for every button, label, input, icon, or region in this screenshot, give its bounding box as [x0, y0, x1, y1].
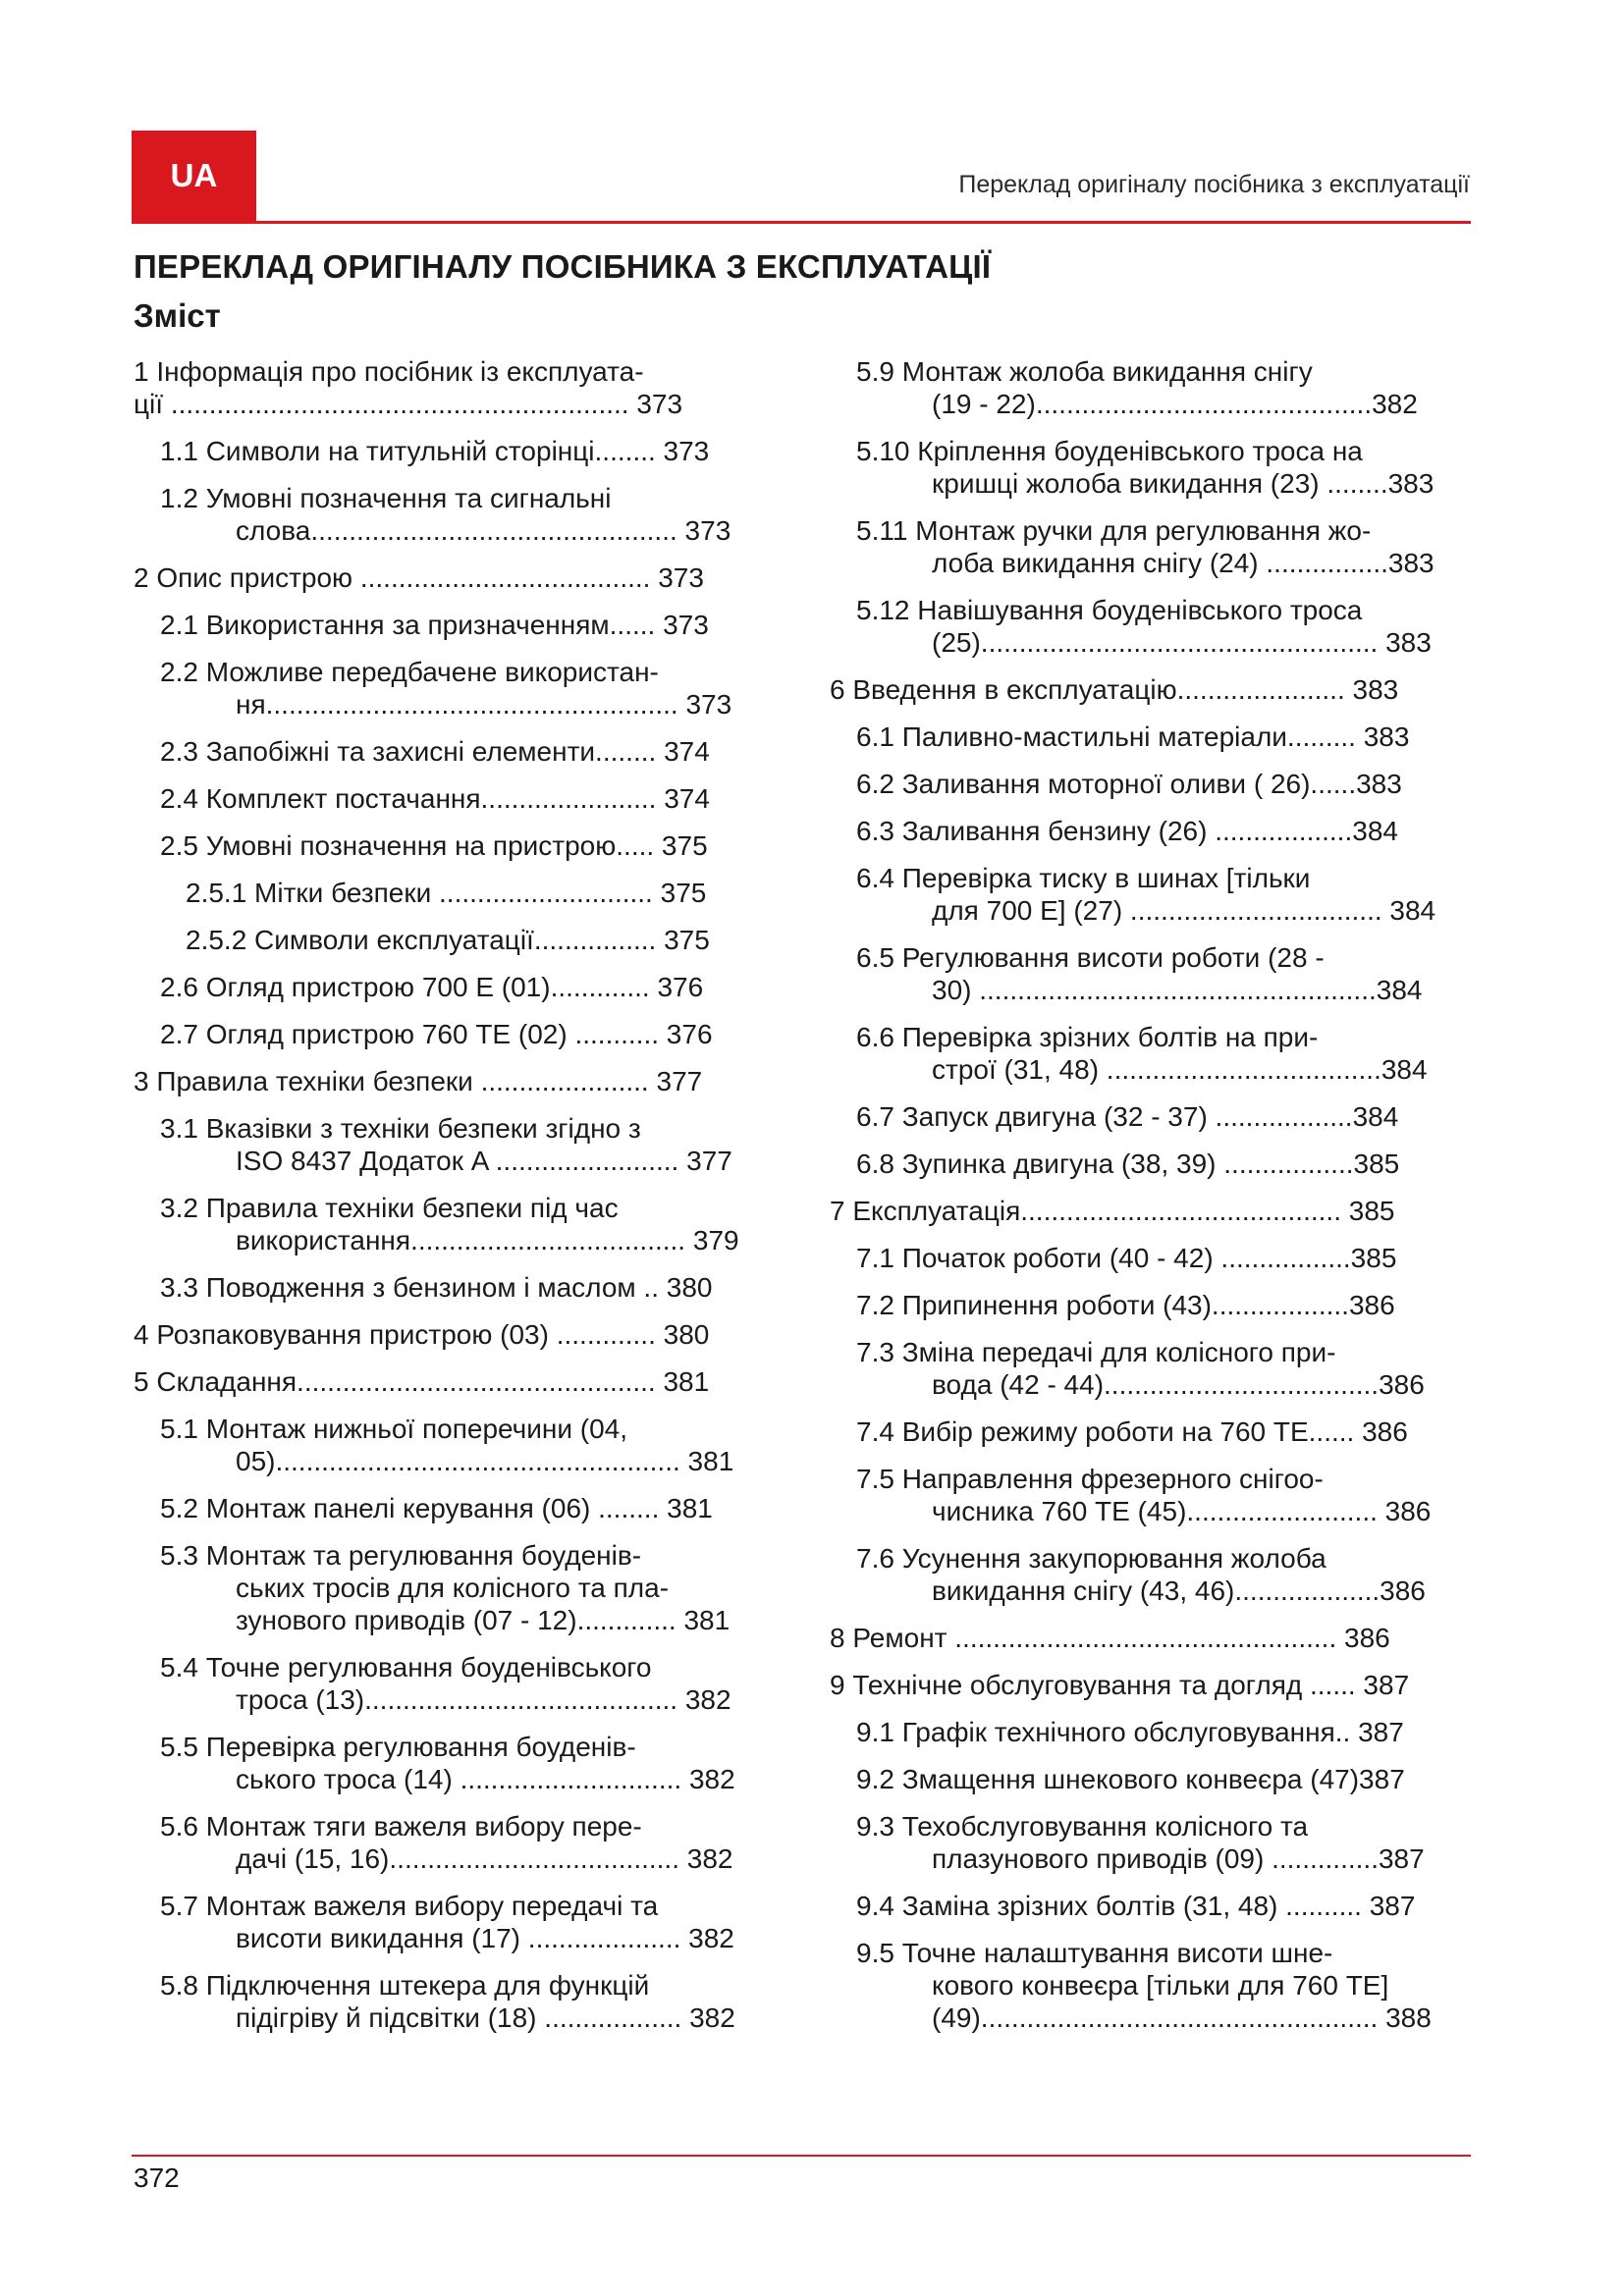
- toc-entry-line: 2.3 Запобіжні та захисні елементи........ 374: [160, 736, 710, 767]
- toc-entry[interactable]: [856, 1242, 1443, 1274]
- toc-entry-continuation: кового конвеєра [тільки для 760 TE]: [932, 1970, 1389, 2001]
- toc-entry-line: 9 Технічне обслуговування та догляд ...... 387: [830, 1670, 1410, 1700]
- toc-entry-continuation: вода (42 - 44)....................................386: [932, 1369, 1425, 1400]
- toc-entry-line: 2.6 Огляд пристрою 700 E (01)............. 376: [160, 972, 704, 1002]
- toc-entry-line: 5.7 Монтаж важеля вибору передачі та: [160, 1891, 659, 1921]
- toc-entry-continuation: слова................................................ 373: [236, 515, 731, 546]
- toc-entry-continuation: для 700 E] (27) ................................. 384: [932, 895, 1436, 926]
- page-title: ПЕРЕКЛАД ОРИГІНАЛУ ПОСІБНИКА З ЕКСПЛУАТАЦІЇ: [134, 248, 992, 285]
- toc-entry-line: 6.2 Заливання моторної оливи ( 26)......383: [856, 769, 1402, 799]
- toc-entry-line: 7.3 Зміна передачі для колісного при-: [856, 1337, 1336, 1367]
- toc-entry[interactable]: [856, 355, 1443, 420]
- toc-entry[interactable]: [134, 561, 780, 594]
- toc-entry-line: 6.3 Заливання бензину (26) ..................384: [856, 816, 1398, 846]
- toc-entry-line: 7.1 Початок роботи (40 - 42) .................385: [856, 1243, 1397, 1273]
- toc-right-column: [830, 355, 1443, 2049]
- toc-entry-continuation: (25).................................................... 383: [932, 627, 1432, 658]
- toc-left-column: [134, 355, 780, 2049]
- toc-entry[interactable]: [856, 514, 1443, 579]
- footer-divider: [132, 2155, 1471, 2157]
- toc-entry-line: 1 Інформація про посібник із експлуата-: [134, 356, 644, 387]
- toc-entry[interactable]: [856, 862, 1443, 927]
- toc-entry[interactable]: [160, 1539, 780, 1636]
- toc-entry-line: 6.5 Регулювання висоти роботи (28 -: [856, 942, 1325, 973]
- toc-entry-line: 7.5 Направлення фрезерного снігоо-: [856, 1464, 1324, 1494]
- toc-entry[interactable]: [160, 656, 780, 721]
- toc-entry[interactable]: [856, 1463, 1443, 1527]
- toc-entry[interactable]: [186, 924, 780, 956]
- toc-entry-line: 3.3 Поводження з бензином і маслом .. 380: [160, 1272, 713, 1303]
- toc-entry-continuation: чисника 760 TE (45)......................... 386: [932, 1496, 1432, 1526]
- toc-entry-continuation: лоба викидання снігу (24) ................383: [932, 548, 1435, 578]
- toc-entry-continuation: кришці жолоба викидання (23) ........383: [932, 468, 1435, 499]
- toc-entry-line: 2.5 Умовні позначення на пристрою..... 375: [160, 830, 708, 861]
- toc-entry-line: 8 Ремонт .................................................. 386: [830, 1623, 1390, 1653]
- toc-entry[interactable]: [160, 435, 780, 467]
- toc-entry-continuation: дачі (15, 16)...................................... 382: [236, 1843, 733, 1874]
- toc-entry-line: 5.10 Кріплення боуденівського троса на: [856, 436, 1363, 466]
- header-divider: [132, 221, 1471, 224]
- toc-entry-continuation: зунового приводів (07 - 12)............. 381: [236, 1605, 731, 1635]
- toc-entry[interactable]: [134, 355, 780, 420]
- toc-entry-line: 5.3 Монтаж та регулювання боуденів-: [160, 1540, 642, 1571]
- toc-entry[interactable]: [160, 1413, 780, 1477]
- toc-entry-continuation: строї (31, 48) ....................................384: [932, 1054, 1428, 1085]
- toc-entry-line: 5.11 Монтаж ручки для регулювання жо-: [856, 515, 1372, 546]
- toc-entry[interactable]: [856, 1890, 1443, 1922]
- toc-entry-line: 5.1 Монтаж нижньої поперечини (04,: [160, 1414, 628, 1444]
- toc-entry-line: 9.1 Графік технічного обслуговування.. 387: [856, 1717, 1404, 1747]
- toc-entry[interactable]: [830, 1669, 1443, 1701]
- toc-entry-line: 2.5.2 Символи експлуатації................ 375: [186, 925, 710, 955]
- toc-entry[interactable]: [830, 673, 1443, 706]
- toc-entry-continuation: ня...................................................... 373: [236, 689, 732, 720]
- toc-entry-line: 6.7 Запуск двигуна (32 - 37) ..................384: [856, 1101, 1399, 1132]
- language-badge: UA: [132, 131, 256, 221]
- toc-entry-line: 5.6 Монтаж тяги важеля вибору пере-: [160, 1811, 642, 1842]
- toc-entry[interactable]: [160, 1969, 780, 2034]
- toc-entry-line: 6.4 Перевірка тиску в шинах [тільки: [856, 863, 1311, 893]
- toc-entry-continuation: 05)..................................................... 381: [236, 1446, 734, 1476]
- toc-entry[interactable]: [856, 1716, 1443, 1748]
- toc-entry-line: 7.4 Вибір режиму роботи на 760 TE...... 386: [856, 1416, 1408, 1447]
- toc-entry[interactable]: [160, 782, 780, 815]
- toc-entry[interactable]: [856, 1148, 1443, 1180]
- toc-entry[interactable]: [856, 1289, 1443, 1321]
- toc-entry[interactable]: [160, 1492, 780, 1524]
- toc-entry-line: 9.4 Заміна зрізних болтів (31, 48) .......... 387: [856, 1891, 1416, 1921]
- toc-entry-continuation: висоти викидання (17) .................... 382: [236, 1923, 734, 1953]
- toc-entry[interactable]: [856, 1763, 1443, 1795]
- toc-entry[interactable]: [856, 1100, 1443, 1133]
- toc-entry-continuation: ISO 8437 Додаток A ........................ 377: [236, 1146, 732, 1176]
- toc-entry[interactable]: [856, 1021, 1443, 1086]
- toc-entry-line: 9.2 Змащення шнекового конвеєра (47)387: [856, 1764, 1405, 1794]
- toc-entry[interactable]: [856, 768, 1443, 800]
- toc-entry-continuation: 30) ....................................................384: [932, 975, 1423, 1005]
- toc-entry[interactable]: [856, 1542, 1443, 1607]
- toc-entry[interactable]: [160, 829, 780, 862]
- toc-entry-line: 3.1 Вказівки з техніки безпеки згідно з: [160, 1113, 641, 1144]
- toc-entry[interactable]: [160, 1731, 780, 1795]
- toc-entry[interactable]: [160, 482, 780, 547]
- toc-entry[interactable]: [856, 941, 1443, 1006]
- toc-entry-line: 2.4 Комплект постачання....................... 374: [160, 783, 710, 814]
- toc-entry-continuation: (49).................................................... 388: [932, 2002, 1432, 2033]
- toc-entry-line: 6.1 Паливно-мастильні матеріали......... 383: [856, 721, 1410, 752]
- toc-entry-line: 5 Складання............................................... 381: [134, 1366, 710, 1397]
- toc-entry-line: 6 Введення в експлуатацію...................... 383: [830, 674, 1399, 705]
- toc-entry[interactable]: [186, 877, 780, 909]
- toc-entry[interactable]: [856, 594, 1443, 659]
- toc-entry-line: 5.5 Перевірка регулювання боуденів-: [160, 1732, 636, 1762]
- toc-entry-line: 4 Розпаковування пристрою (03) ............. 380: [134, 1319, 710, 1350]
- toc-entry[interactable]: [856, 815, 1443, 847]
- toc-entry[interactable]: [830, 1195, 1443, 1227]
- toc-entry-line: 9.3 Техобслуговування колісного та: [856, 1811, 1309, 1842]
- page-number: 372: [134, 2163, 180, 2193]
- toc-entry-line: 9.5 Точне налаштування висоти шне-: [856, 1938, 1333, 1968]
- toc-entry[interactable]: [856, 1336, 1443, 1401]
- toc-entry-continuation: ського троса (14) ............................. 382: [236, 1764, 735, 1794]
- toc-entry-line: 5.4 Точне регулювання боуденівського: [160, 1652, 652, 1682]
- toc-entry-continuation: троса (13)......................................... 382: [236, 1684, 731, 1715]
- toc-entry-line: 5.8 Підключення штекера для функцій: [160, 1970, 650, 2001]
- toc-entry-line: 1.1 Символи на титульній сторінці........ 373: [160, 436, 710, 466]
- toc-entry[interactable]: [856, 1810, 1443, 1875]
- toc-entry-line: 1.2 Умовні позначення та сигнальні: [160, 483, 612, 513]
- toc-entry[interactable]: [856, 721, 1443, 753]
- toc-entry[interactable]: [134, 1318, 780, 1351]
- toc-heading: Зміст: [134, 297, 221, 334]
- toc-entry-continuation: підігріву й підсвітки (18) .................. 382: [236, 2002, 735, 2033]
- toc-entry[interactable]: [830, 1622, 1443, 1654]
- toc-entry-continuation: ції ............................................................ 373: [134, 389, 683, 419]
- toc-entry[interactable]: [160, 971, 780, 1003]
- toc-entry[interactable]: [856, 1415, 1443, 1448]
- toc-entry[interactable]: [160, 1192, 780, 1256]
- toc-entry[interactable]: [160, 1651, 780, 1716]
- toc-entry-line: 6.8 Зупинка двигуна (38, 39) .................385: [856, 1148, 1400, 1179]
- toc-entry-line: 7 Експлуатація.......................................... 385: [830, 1196, 1395, 1226]
- toc-entry-line: 5.2 Монтаж панелі керування (06) ........ 381: [160, 1493, 713, 1523]
- toc-entry-line: 5.12 Навішування боуденівського троса: [856, 595, 1363, 625]
- toc-entry[interactable]: [160, 1018, 780, 1050]
- toc-entry-continuation: викидання снігу (43, 46)...................386: [932, 1575, 1426, 1606]
- toc-entry[interactable]: [134, 1365, 780, 1398]
- toc-entry[interactable]: [160, 1112, 780, 1177]
- toc-entry-line: 2 Опис пристрою ...................................... 373: [134, 562, 704, 593]
- toc-entry-line: 6.6 Перевірка зрізних болтів на при-: [856, 1022, 1319, 1052]
- toc-entry-line: 2.5.1 Мітки безпеки ............................ 375: [186, 878, 707, 908]
- toc-entry[interactable]: [856, 435, 1443, 500]
- toc-entry-continuation: (19 - 22)............................................382: [932, 389, 1418, 419]
- toc-entry-line: 5.9 Монтаж жолоба викидання снігу: [856, 356, 1313, 387]
- toc-entry-line: 2.2 Можливе передбачене використан-: [160, 657, 659, 687]
- toc-entry-continuation: використання.................................... 379: [236, 1225, 739, 1255]
- toc-entry-continuation: ських тросів для колісного та пла-: [236, 1573, 670, 1603]
- toc-entry-line: 7.6 Усунення закупорювання жолоба: [856, 1543, 1326, 1574]
- toc-entry-line: 3.2 Правила техніки безпеки під час: [160, 1193, 619, 1223]
- toc-entry-line: 2.1 Використання за призначенням...... 373: [160, 610, 709, 640]
- toc-entry-line: 3 Правила техніки безпеки ...................... 377: [134, 1066, 703, 1096]
- toc-entry[interactable]: [160, 1890, 780, 1954]
- running-header-title: Переклад оригіналу посібника з експлуатації: [958, 171, 1470, 198]
- toc-entry-line: 2.7 Огляд пристрою 760 TE (02) ........... 376: [160, 1019, 713, 1049]
- toc-entry[interactable]: [134, 1065, 780, 1097]
- toc-entry-continuation: плазунового приводів (09) ..............387: [932, 1843, 1425, 1874]
- toc-entry[interactable]: [160, 1271, 780, 1304]
- toc-entry[interactable]: [856, 1937, 1443, 2034]
- toc-entry-line: 7.2 Припинення роботи (43)..................386: [856, 1290, 1395, 1320]
- toc-entry[interactable]: [160, 609, 780, 641]
- toc-entry[interactable]: [160, 735, 780, 768]
- toc-entry[interactable]: [160, 1810, 780, 1875]
